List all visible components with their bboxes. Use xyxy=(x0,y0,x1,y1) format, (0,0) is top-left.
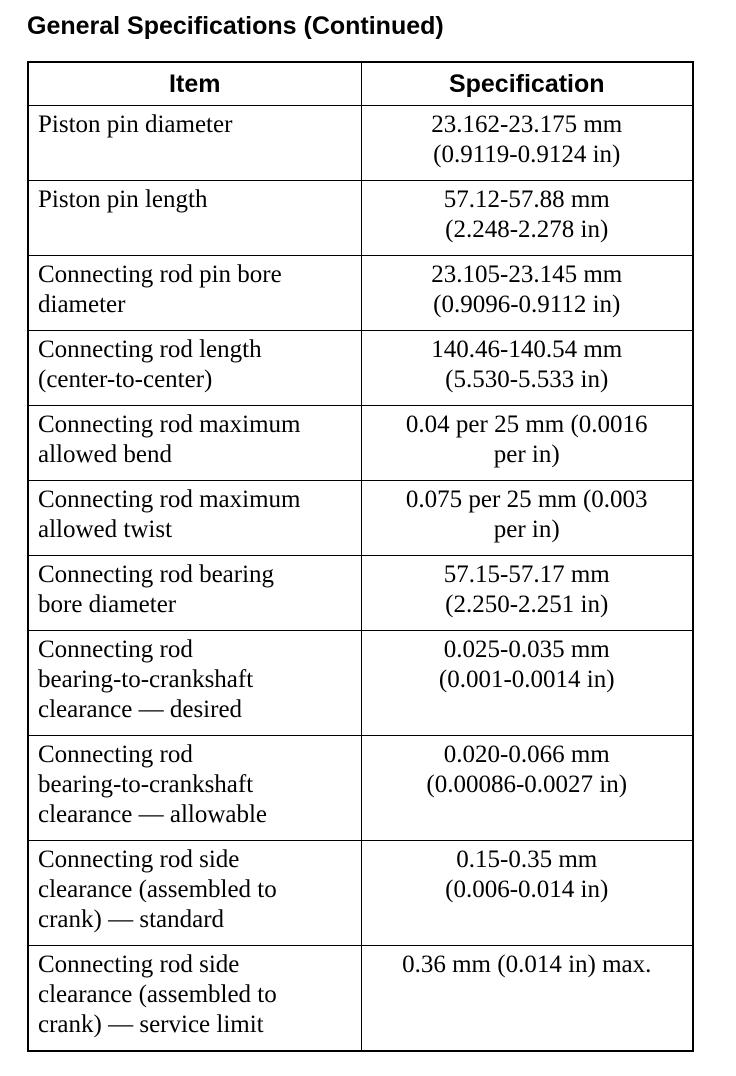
specification-line: (0.00086-0.0027 in) xyxy=(426,771,628,798)
specification-cell xyxy=(361,946,693,1051)
specification-line: (0.001-0.0014 in) xyxy=(438,666,615,693)
item-line: clearance (assembled to xyxy=(38,981,277,1008)
specification-cell xyxy=(361,406,693,481)
item-cell xyxy=(28,556,361,631)
table-row xyxy=(28,841,693,946)
column-header-item: Item xyxy=(28,62,361,106)
page-title: General Specifications (Continued) xyxy=(27,12,444,40)
item-cell xyxy=(28,181,361,256)
item-line: crank) — standard xyxy=(38,906,225,933)
item-line: clearance (assembled to xyxy=(38,876,277,903)
table-row xyxy=(28,406,693,481)
table-row xyxy=(28,481,693,556)
item-line: Piston pin diameter xyxy=(38,111,233,138)
item-cell xyxy=(28,946,361,1051)
column-header-specification: Specification xyxy=(361,62,693,106)
item-cell xyxy=(28,841,361,946)
table-row xyxy=(28,631,693,736)
specification-line: 140.46-140.54 mm xyxy=(431,336,623,363)
specification-cell xyxy=(361,841,693,946)
specification-line: 57.12-57.88 mm xyxy=(443,186,610,213)
table-row xyxy=(28,106,693,181)
specification-cell xyxy=(361,631,693,736)
item-line: crank) — service limit xyxy=(38,1011,264,1038)
item-line: bore diameter xyxy=(38,591,177,618)
specification-line: (2.248-2.278 in) xyxy=(445,216,609,243)
table-header-row xyxy=(28,62,693,106)
specification-line: 0.075 per 25 mm (0.003 xyxy=(405,486,648,513)
item-line: Connecting rod xyxy=(38,741,193,768)
item-line: allowed bend xyxy=(38,441,172,468)
specification-line: (0.9096-0.9112 in) xyxy=(433,291,621,318)
item-line: Connecting rod length xyxy=(38,336,262,363)
table-row xyxy=(28,946,693,1051)
item-line: (center-to-center) xyxy=(38,366,213,393)
item-line: bearing-to-crankshaft xyxy=(38,666,254,693)
item-line: Connecting rod pin bore xyxy=(38,261,282,288)
specification-line: 0.04 per 25 mm (0.0016 xyxy=(405,411,648,438)
specification-cell xyxy=(361,331,693,406)
item-line: bearing-to-crankshaft xyxy=(38,771,254,798)
item-line: Connecting rod maximum xyxy=(38,411,301,438)
item-cell xyxy=(28,631,361,736)
item-line: clearance — desired xyxy=(38,696,243,723)
specification-line: per in) xyxy=(493,516,560,543)
specification-line: (5.530-5.533 in) xyxy=(445,366,609,393)
specification-line: 0.025-0.035 mm xyxy=(443,636,610,663)
specification-line: 0.020-0.066 mm xyxy=(443,741,610,768)
specification-line: (2.250-2.251 in) xyxy=(445,591,609,618)
item-cell xyxy=(28,736,361,841)
table-body xyxy=(28,106,693,1051)
specification-line: 57.15-57.17 mm xyxy=(443,561,610,588)
item-line: Piston pin length xyxy=(38,186,208,213)
item-line: diameter xyxy=(38,291,126,318)
specifications-table xyxy=(27,61,694,1052)
table-row xyxy=(28,256,693,331)
table-row xyxy=(28,736,693,841)
specification-cell xyxy=(361,181,693,256)
item-line: Connecting rod maximum xyxy=(38,486,301,513)
specification-line: (0.006-0.014 in) xyxy=(445,876,609,903)
item-line: Connecting rod side xyxy=(38,951,240,978)
table-row xyxy=(28,181,693,256)
specification-cell xyxy=(361,736,693,841)
item-cell xyxy=(28,481,361,556)
item-cell xyxy=(28,331,361,406)
item-cell xyxy=(28,256,361,331)
item-line: Connecting rod xyxy=(38,636,193,663)
item-cell xyxy=(28,406,361,481)
specification-cell xyxy=(361,256,693,331)
specification-cell xyxy=(361,556,693,631)
table-row xyxy=(28,331,693,406)
specification-line: (0.9119-0.9124 in) xyxy=(433,141,621,168)
specification-line: 23.162-23.175 mm xyxy=(431,111,623,138)
specification-line: 0.36 mm (0.014 in) max. xyxy=(402,951,652,978)
specification-line: per in) xyxy=(493,441,560,468)
item-line: allowed twist xyxy=(38,516,173,543)
specification-line: 23.105-23.145 mm xyxy=(431,261,623,288)
item-line: clearance — allowable xyxy=(38,801,268,828)
item-line: Connecting rod side xyxy=(38,846,240,873)
specification-cell xyxy=(361,106,693,181)
item-line: Connecting rod bearing xyxy=(38,561,275,588)
table-row xyxy=(28,556,693,631)
item-cell xyxy=(28,106,361,181)
specification-cell xyxy=(361,481,693,556)
specification-line: 0.15-0.35 mm xyxy=(456,846,598,873)
